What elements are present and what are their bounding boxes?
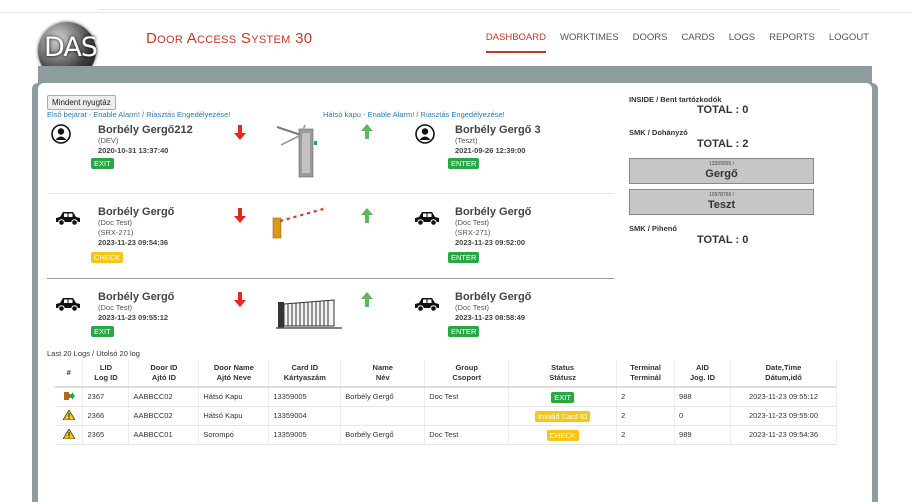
sliding-gate-icon bbox=[276, 296, 342, 330]
row3-left-status-badge: EXIT bbox=[91, 326, 114, 337]
warning-icon bbox=[55, 425, 83, 444]
col-header-status[interactable]: Status Státusz bbox=[509, 360, 617, 387]
das-logo: DAS bbox=[38, 22, 96, 80]
top-divider bbox=[100, 9, 840, 10]
green-up-arrow-icon bbox=[360, 124, 374, 140]
red-down-arrow-icon bbox=[233, 292, 247, 308]
turnstile-icon bbox=[275, 121, 327, 179]
row1-left-status-badge: EXIT bbox=[91, 158, 114, 169]
nav-dashboard[interactable]: DASHBOARD bbox=[486, 32, 546, 53]
row3-left-person: Borbély Gergő (Doc Test) 2023-11-23 09:55:12 bbox=[98, 291, 175, 322]
warning-icon bbox=[55, 406, 83, 425]
col-header-door-name[interactable]: Door Name Ajtó Neve bbox=[199, 360, 269, 387]
smk-smoker-title: SMK / Dohányzó bbox=[629, 128, 688, 137]
row2-right-person: Borbély Gergő (Doc Test) (SRX-271) 2023-11-23 09:52:00 bbox=[455, 206, 532, 247]
row1-left-person: Borbély Gergő212 (DEV) 2020-10-31 13:37:40 bbox=[98, 124, 193, 155]
col-header-index[interactable]: # bbox=[55, 360, 83, 387]
row3-right-person: Borbély Gergő (Doc Test) 2023-11-23 08:58:49 bbox=[455, 291, 532, 322]
red-down-arrow-icon bbox=[233, 208, 247, 224]
inside-title: INSIDE / Bent tartózkodók bbox=[629, 95, 722, 104]
nav-logs[interactable]: LOGS bbox=[728, 32, 756, 43]
row-divider bbox=[47, 278, 614, 279]
main-nav bbox=[486, 32, 869, 53]
alarm-link-front[interactable]: Első bejárat - Enable Alarm! / Riasztás Engedélyezése! bbox=[47, 110, 231, 119]
row2-right-status-badge: ENTER bbox=[448, 252, 479, 263]
row2-left-person: Borbély Gergő (Doc Test) (SRX-271) 2023-11-23 09:54:36 bbox=[98, 206, 175, 247]
car-icon bbox=[413, 296, 441, 312]
smk-rest-total: TOTAL : 0 bbox=[697, 234, 749, 246]
green-up-arrow-icon bbox=[360, 292, 374, 308]
car-icon bbox=[54, 210, 82, 226]
row-divider bbox=[47, 193, 614, 194]
nav-reports[interactable]: REPORTS bbox=[769, 32, 815, 43]
nav-cards[interactable]: CARDS bbox=[681, 32, 715, 43]
green-up-arrow-icon bbox=[360, 208, 374, 224]
car-icon bbox=[54, 296, 82, 312]
barrier-gate-icon bbox=[270, 205, 330, 239]
col-header-door-id[interactable]: Door ID Ajtó ID bbox=[129, 360, 199, 387]
car-icon bbox=[413, 210, 441, 226]
row2-left-status-badge: CHECK bbox=[91, 252, 123, 263]
col-header-card-id[interactable]: Card ID Kártyaszám bbox=[269, 360, 341, 387]
header bbox=[0, 12, 911, 67]
status-badge: Invalid Card ID bbox=[535, 411, 591, 422]
status-badge: EXIT bbox=[551, 392, 574, 403]
nav-doors[interactable]: DOORS bbox=[632, 32, 668, 43]
logs-title: Last 20 Logs / Utolsó 20 log bbox=[47, 349, 140, 358]
table-header-row bbox=[55, 360, 837, 387]
table-row[interactable]: 2367 AABBCC02 Hátsó Kapu 13359005 Borbély Gergő Doc Test EXIT 2 988 2023-11-23 09:55:12 bbox=[55, 387, 837, 406]
inside-total: TOTAL : 0 bbox=[697, 104, 749, 116]
table-row[interactable]: 2366 AABBCC02 Hátsó Kapu 13359004 Invalid Card ID 2 0 2023-11-23 09:55:00 bbox=[55, 406, 837, 425]
person-icon bbox=[51, 124, 71, 144]
nav-logout[interactable]: LOGOUT bbox=[828, 32, 869, 43]
smk-smoker-total: TOTAL : 2 bbox=[697, 138, 749, 150]
col-header-datetime[interactable]: Date,Time Dátum,idő bbox=[730, 360, 836, 387]
alarm-link-back[interactable]: Hátsó kapu - Enable Alarm! / Riasztás Engedélyezése! bbox=[323, 110, 505, 119]
card-button-gergo[interactable]: 13359005 / Gergő bbox=[629, 158, 814, 184]
col-header-lid[interactable]: LID Log ID bbox=[83, 360, 129, 387]
card-button-teszt[interactable]: 10978766 / Teszt bbox=[629, 189, 814, 215]
status-badge: CHECK bbox=[547, 430, 579, 441]
acknowledge-all-button[interactable]: Mindent nyugtáz bbox=[47, 95, 116, 110]
row1-right-status-badge: ENTER bbox=[448, 158, 479, 169]
nav-worktimes[interactable]: WORKTIMES bbox=[560, 32, 619, 43]
row3-right-status-badge: ENTER bbox=[448, 326, 479, 337]
door-exit-icon bbox=[55, 387, 83, 406]
logs-table bbox=[55, 360, 837, 445]
col-header-group[interactable]: Group Csoport bbox=[425, 360, 509, 387]
red-down-arrow-icon bbox=[233, 125, 247, 141]
col-header-terminal[interactable]: Terminal Terminál bbox=[617, 360, 675, 387]
table-row[interactable]: 2365 AABBCC01 Sorompó 13359005 Borbély Gergő Doc Test CHECK 2 989 2023-11-23 09:54:36 bbox=[55, 425, 837, 444]
app-title: Door Access System 30 bbox=[146, 30, 313, 47]
smk-rest-title: SMK / Pihenő bbox=[629, 224, 677, 233]
col-header-name[interactable]: Name Név bbox=[341, 360, 425, 387]
col-header-aid[interactable]: AID Jog. ID bbox=[675, 360, 731, 387]
row1-right-person: Borbély Gergő 3 (Teszt) 2021-09-26 12:39:00 bbox=[455, 124, 541, 155]
person-icon bbox=[415, 124, 435, 144]
